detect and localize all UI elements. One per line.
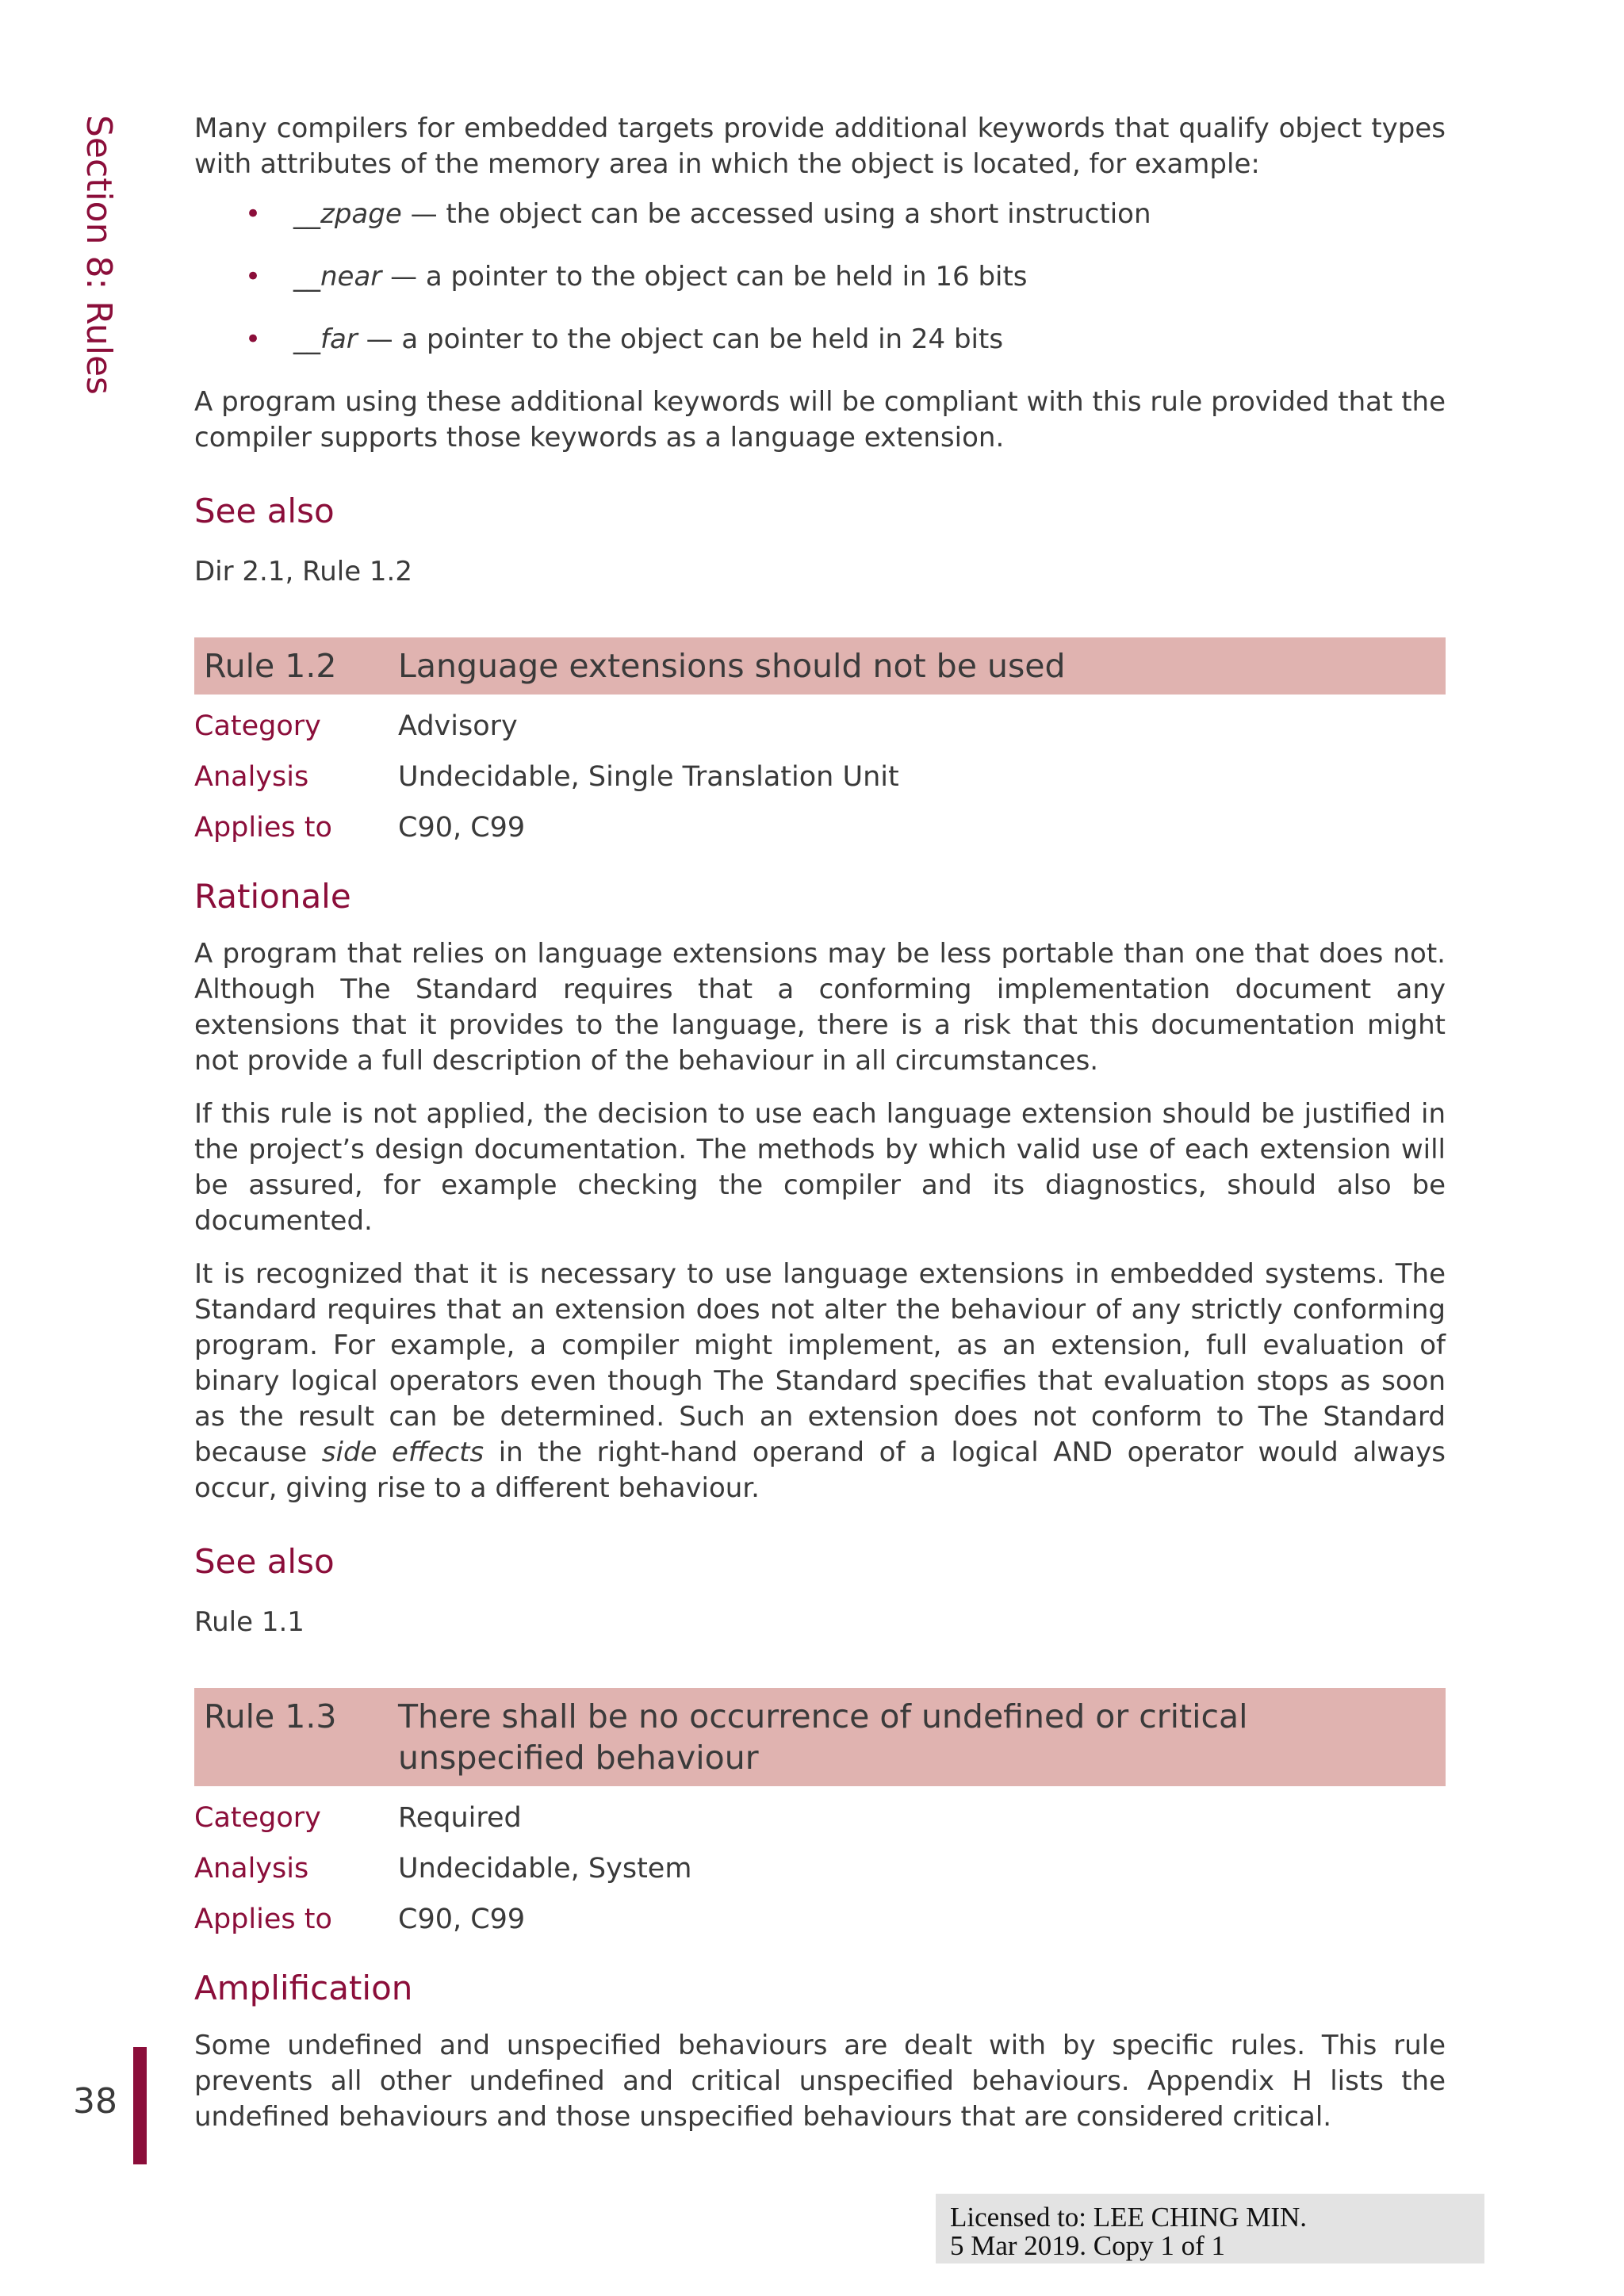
rule-number: Rule 1.2 [204,647,337,685]
compliance-paragraph: A program using these additional keywords will be compliant with this rule provided that the compiler supports those keywords as a language extension. [194,386,1446,453]
intro-paragraph: Many compilers for embedded targets provide additional keywords that qualify object types with attributes of the memory area in which the object is located, for example: [194,113,1446,180]
amplification-heading: Amplification [194,1969,413,2007]
see-also-text: Rule 1.1 [194,1606,304,1638]
list-item [194,197,1446,232]
list-item [194,322,1446,358]
keyword: __near [293,261,382,293]
meta-category: Category Advisory [194,710,518,742]
rule-1-3-header [194,1688,1446,1786]
keyword: __far [293,323,358,355]
rule-title: Language extensions should not be used [398,647,1066,685]
rule-1-2-header [194,637,1446,695]
keyword-description: — a pointer to the object can be held in 16 bits [381,261,1028,293]
see-also-heading: See also [194,492,335,530]
keyword-description: — a pointer to the object can be held in 24 bits [357,323,1004,355]
list-item [194,259,1446,295]
keyword-description: — the object can be accessed using a short instruction [401,198,1151,230]
page-number: 38 [73,2081,117,2122]
license-line: 5 Mar 2019. Copy 1 of 1 [950,2230,1226,2261]
meta-applies-to: Applies to C90, C99 [194,812,526,844]
meta-analysis: Analysis Undecidable, Single Translation Unit [194,761,899,793]
emphasis: side effects [321,1437,485,1468]
rationale-heading: Rationale [194,877,351,916]
keyword: __zpage [293,198,402,230]
section-title: Section 8: Rules [79,115,119,395]
license-line: Licensed to: LEE CHING MIN. [950,2202,1308,2233]
bullet-icon: • [245,261,262,293]
rationale-paragraph-2: If this rule is not applied, the decision to use each language extension should be justified in the project’s design documentation. The methods by which valid use of each extension will be assured, for example checking the compiler and its diagnostics, should also be documented. [194,1098,1446,1237]
rule-number: Rule 1.3 [204,1697,337,1735]
license-stamp [936,2194,1484,2263]
rule-1-2-meta [194,709,1446,846]
rationale-paragraph-1: A program that relies on language extensions may be less portable than one that does not. Although The Standard requires that a conforming implementation document any extensions that it provides to the language, there is a risk that this documentation might not provide a full description of the behaviour in all circumstances. [194,938,1446,1077]
amplification-paragraph: Some undefined and unspecified behaviours are dealt with by specific rules. This rule prevents all other undefined and critical unspecified behaviours. Appendix H lists the undefined behaviours and those unspecified behaviours that are considered critical. [194,2030,1446,2133]
bullet-icon: • [245,198,262,230]
meta-analysis: Analysis Undecidable, System [194,1853,692,1885]
rationale-paragraph-3: It is recognized that it is necessary to use language extensions in embedded systems. The Standard requires that an extension does not alter the behaviour of any strictly conforming program. For example, a compiler might implement, as an extension, full evaluation of binary logical operators even though The Standard specifies that evaluation stops as soon as the result can be determined. Such an extension does not conform to The Standard because side effects in the right-hand operand of a logical AND operator would always occur, giving rise to a different behaviour. [194,1258,1446,1504]
rule-title: There shall be no occurrence of undefined or critical unspecified behaviour [398,1697,1248,1777]
meta-category: Category Required [194,1802,522,1834]
rule-1-3-meta [194,1800,1446,1938]
meta-applies-to: Applies to C90, C99 [194,1904,526,1935]
page-content [194,111,1446,2135]
see-also-heading: See also [194,1542,335,1581]
see-also-text: Dir 2.1, Rule 1.2 [194,556,412,587]
page-marker-bar [133,2047,147,2164]
bullet-icon: • [245,323,262,355]
keyword-list [194,197,1446,358]
